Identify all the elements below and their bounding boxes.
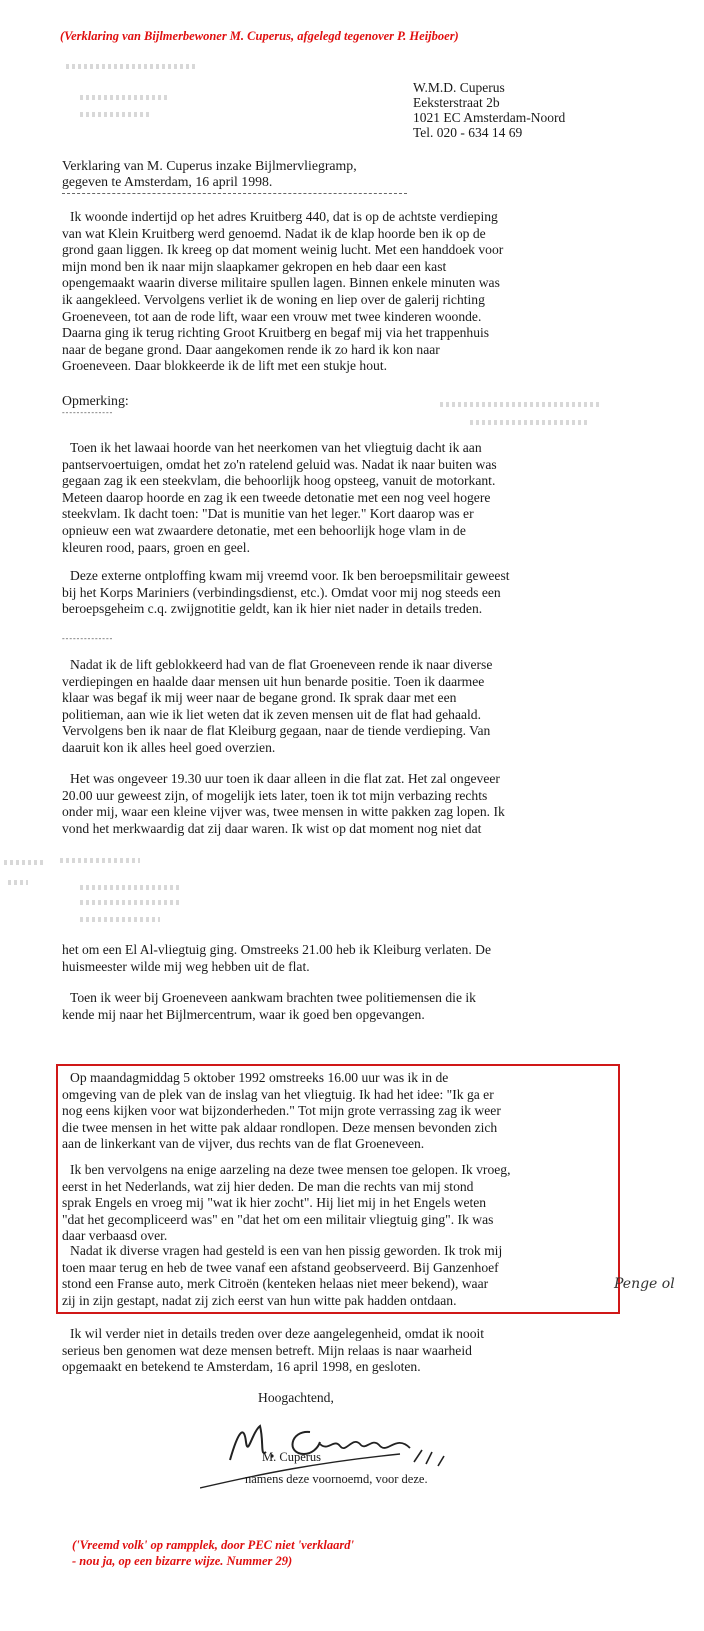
text-line: ik aangekleed. Vervolgens verliet ik de woning en liep over de galerij richting xyxy=(62,291,485,307)
address-phone: Tel. 020 - 634 14 69 xyxy=(413,125,523,140)
address-street: Eeksterstraat 2b xyxy=(413,95,500,110)
text-line: 20.00 uur geweest zijn, of mogelijk iets later, toen ik tot mijn verbazing rechts xyxy=(62,787,488,803)
text-line: Op maandagmiddag 5 oktober 1992 omstreeks 16.00 uur was ik in de xyxy=(70,1070,449,1085)
address-city: 1021 EC Amsterdam-Noord xyxy=(413,110,566,125)
paragraph-1 xyxy=(62,209,607,375)
text-line: Meteen daarop hoorde en zag ik een tweede detonatie met een nog veel hogere xyxy=(62,489,491,505)
footer-note-line-1: ('Vreemd volk' op rampplek, door PEC niet 'verklaard' xyxy=(72,1538,354,1552)
text-line: Daarna ging ik terug richting Groot Kruitberg en begaf mij via het trappenhuis xyxy=(62,325,490,341)
text-line: toen maar terug en heb de twee vanaf een afstand geobserveerd. Bij Ganzenhoef xyxy=(62,1259,499,1275)
text-line: zij in zijn gestapt, nadat zij zich eerst van hun witte pak hadden ontdaan. xyxy=(62,1292,457,1308)
text-line: Deze externe ontploffing kwam mij vreemd voor. Ik ben beroepsmilitair geweest xyxy=(70,568,510,583)
scan-artifact xyxy=(66,64,196,69)
text-line: opnieuw een wat zwaardere detonatie, met een behoorlijk hoge vlam in de xyxy=(62,522,466,538)
text-line: het om een El Al-vliegtuig ging. Omstreeks 21.00 heb ik Kleiburg verlaten. De xyxy=(62,942,491,957)
text-line: Ik ben vervolgens na enige aarzeling na deze twee mensen toe gelopen. Ik vroeg, xyxy=(70,1162,511,1177)
text-line: die twee mensen in het witte pak aldaar rondlopen. Deze mensen bevonden zich xyxy=(62,1119,498,1135)
text-line: eerst in het Nederlands, wat zij hier deden. De man die rechts van mij stond xyxy=(62,1178,474,1194)
text-line: sprak Engels en vroeg mij "wat ik hier zocht". Hij liet mij in het Engels weten xyxy=(62,1195,487,1211)
signature-sub: namens deze voornoemd, voor deze. xyxy=(245,1472,428,1486)
document-title xyxy=(62,158,357,190)
text-line: verdiepingen en haalde daar mensen uit hun benarde positie. Toen ik daarmee xyxy=(62,673,485,689)
paragraph-11 xyxy=(62,1326,607,1376)
scan-artifact xyxy=(80,900,180,905)
scan-artifact xyxy=(80,917,160,922)
text-line: opgemaakt en betekend te Amsterdam, 16 april 1998, en gesloten. xyxy=(62,1359,421,1375)
footer-note-line-2: - nou ja, op een bizarre wijze. Nummer 29) xyxy=(72,1554,293,1568)
text-line: vond het merkwaardig dat zij daar waren. Ik wist op dat moment nog niet dat xyxy=(62,820,482,836)
signature-name: M. Cuperus xyxy=(262,1450,322,1464)
text-line: kleuren rood, paars, groen en geel. xyxy=(62,539,250,555)
title-line-2: gegeven te Amsterdam, 16 april 1998. xyxy=(62,174,273,189)
text-line: mijn mond ben ik naar mijn slaapkamer gekropen en heb daar een kast xyxy=(62,258,447,274)
text-line: klaar was begaf ik mij weer naar de begane grond. Ik sprak daar met een xyxy=(62,690,457,706)
text-line: stond een Franse auto, merk Citroën (kenteken helaas niet meer bekend), waar xyxy=(62,1276,489,1292)
paragraph-9 xyxy=(62,1162,607,1245)
address-name: W.M.D. Cuperus xyxy=(413,80,505,95)
text-line: omgeving van de plek van de inslag van het vliegtuig. Ik had het idee: "Ik ga er xyxy=(62,1086,494,1102)
text-line: serieus ben genomen wat deze mensen betreft. Mijn relaas is naar waarheid xyxy=(62,1342,472,1358)
paragraph-3 xyxy=(62,568,607,618)
text-line: bij het Korps Mariniers (verbindingsdienst, etc.). Omdat voor mij nog steeds een xyxy=(62,584,501,600)
scan-artifact xyxy=(4,860,44,865)
text-line: Groeneveen. Daar blokkeerde ik de lift met een stukje hout. xyxy=(62,358,387,374)
text-line: daaruit kon ik alles heel goed overzien. xyxy=(62,739,276,755)
text-line: nog eens kijken voor wat bijzonderheden." Tot mijn grote verrassing zag ik weer xyxy=(62,1103,501,1119)
paragraph-8 xyxy=(62,1070,607,1153)
text-line: van wat Klein Kruitberg werd genoemd. Nadat ik de klap hoorde ben ik op de xyxy=(62,225,486,241)
scan-artifact xyxy=(8,880,28,885)
text-line: Nadat ik diverse vragen had gesteld is een van hen pissig geworden. Ik trok mij xyxy=(70,1243,503,1258)
text-line: steekvlam. Ik dacht toen: "Dat is munitie van het leger." Kort daarop was er xyxy=(62,506,474,522)
scan-artifact xyxy=(80,885,180,890)
paragraph-10 xyxy=(62,1243,607,1309)
text-line: Vervolgens ben ik naar de flat Kleiburg gegaan, naar de tiende verdieping. Van xyxy=(62,723,491,739)
footer-note xyxy=(72,1537,354,1569)
address-block xyxy=(413,80,565,140)
paragraph-2 xyxy=(62,440,607,556)
closing: Hoogachtend, xyxy=(258,1390,334,1405)
text-line: daar verbaasd over. xyxy=(62,1228,168,1244)
text-line: politieman, aan wie ik liet weten dat ik zeven mensen uit de flat had gehaald. xyxy=(62,706,481,722)
text-line: onder mij, waar een kleine vijver was, twee mensen in witte pakken zag lopen. Ik xyxy=(62,804,505,820)
text-line: huismeester wilde mij weg hebben uit de flat. xyxy=(62,958,310,974)
paragraph-6 xyxy=(62,942,607,975)
text-line: Toen ik weer bij Groeneveen aankwam brachten twee politiemensen die ik xyxy=(70,990,476,1005)
scan-artifact xyxy=(80,95,170,100)
paragraph-4 xyxy=(62,657,607,757)
margin-note: Penge ol xyxy=(614,1276,675,1292)
text-line: Nadat ik de lift geblokkeerd had van de flat Groeneveen rende ik naar diverse xyxy=(70,657,493,672)
text-line: aan de linkerkant van de vijver, dus rechts van de flat Groeneveen. xyxy=(62,1136,425,1152)
text-line: pantservoertuigen, omdat het zo'n ratelend geluid was. Nadat ik naar buiten was xyxy=(62,456,497,472)
text-line: Het was ongeveer 19.30 uur toen ik daar alleen in die flat zat. Het zal ongeveer xyxy=(70,771,500,786)
text-line: grond gaan liggen. Ik kreeg op dat moment weinig lucht. Met een handdoek voor xyxy=(62,242,504,258)
title-line-1: Verklaring van M. Cuperus inzake Bijlmervliegramp, xyxy=(62,158,357,173)
remark-heading: Opmerking: xyxy=(62,393,129,408)
text-line: beroepsgeheim c.q. zwijgnotitie geldt, kan ik hier niet nader in details treden. xyxy=(62,601,483,617)
scan-artifact xyxy=(470,420,590,425)
text-line: Toen ik het lawaai hoorde van het neerkomen van het vliegtuig dacht ik aan xyxy=(70,440,482,455)
scan-artifact xyxy=(60,858,140,863)
text-line: opengemaakt waarin diverse militaire spullen lagen. Binnen enkele minuten was xyxy=(62,275,500,291)
paragraph-5 xyxy=(62,771,607,837)
header-note: (Verklaring van Bijlmerbewoner M. Cuperus, afgelegd tegenover P. Heijboer) xyxy=(60,29,459,43)
text-line: naar de begane grond. Daar aangekomen rende ik zo hard ik kon naar xyxy=(62,341,440,357)
text-line: kende mij naar het Bijlmercentrum, waar ik goed ben opgevangen. xyxy=(62,1006,425,1022)
text-line: Ik woonde indertijd op het adres Kruitberg 440, dat is op de achtste verdieping xyxy=(70,209,498,224)
scan-artifact xyxy=(80,112,150,117)
scan-artifact xyxy=(440,402,600,407)
paragraph-7 xyxy=(62,990,607,1023)
text-line: "dat het gecompliceerd was" en "dat het om een militair vliegtuig ging". Ik was xyxy=(62,1211,494,1227)
text-line: Ik wil verder niet in details treden over deze aangelegenheid, omdat ik nooit xyxy=(70,1326,485,1341)
text-line: gegaan zag ik een steekvlam, die behoorlijk hoog opsteeg, vanuit de motorkant. xyxy=(62,473,496,489)
title-underline xyxy=(62,193,407,194)
separator: -------------- xyxy=(62,634,114,643)
remark-underline: -------------- xyxy=(62,408,114,417)
text-line: Groeneveen, tot aan de rode lift, waar een vrouw met twee kinderen woonde. xyxy=(62,308,482,324)
